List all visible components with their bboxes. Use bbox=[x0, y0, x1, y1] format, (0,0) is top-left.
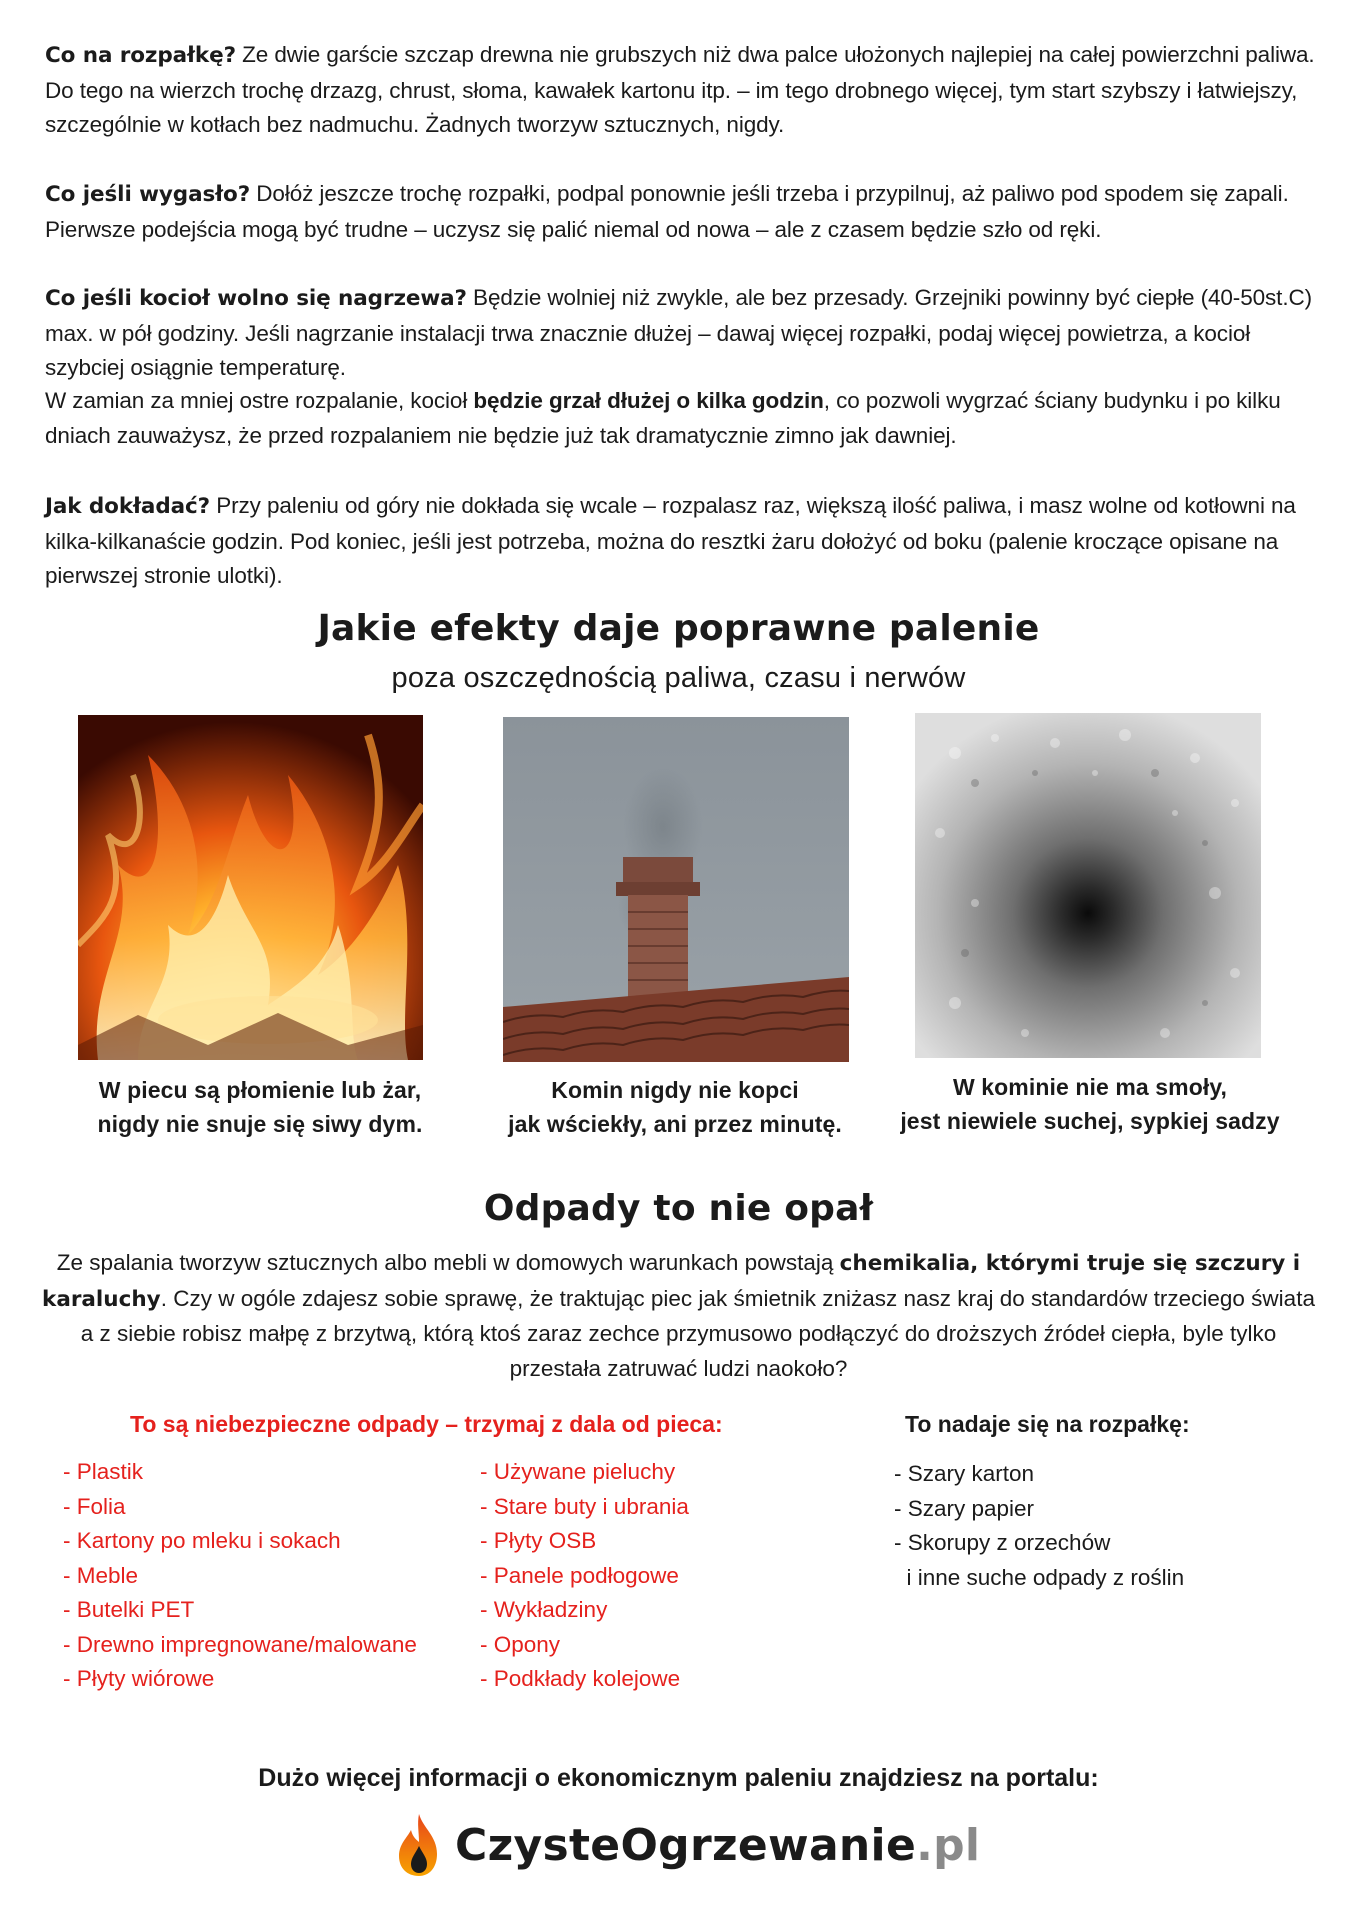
paragraph-kindling bbox=[45, 38, 1315, 143]
effects-title: Jakie efekty daje poprawne palenie bbox=[317, 608, 1040, 649]
paragraph-extinguished bbox=[45, 177, 1315, 247]
list-item: - Wykładziny bbox=[480, 1597, 608, 1622]
dangerous-waste-list-2 bbox=[480, 1455, 689, 1697]
list-item: - Meble bbox=[63, 1562, 139, 1588]
list-item: - Podkłady kolejowe bbox=[480, 1666, 681, 1691]
logo-main: CzysteOgrzewanie bbox=[455, 1819, 917, 1871]
dangerous-waste-heading: To są niebezpieczne odpady – trzymaj z dala od pieca: bbox=[130, 1411, 723, 1437]
kindling-heading: To nadaje się na rozpałkę: bbox=[905, 1411, 1190, 1437]
question-kindling: Co na rozpałkę? bbox=[45, 43, 236, 68]
intro-bold: chemikalia, którymi truje się szczury i karaluchy bbox=[42, 1251, 1301, 1312]
portal-info-text: Dużo więcej informacji o ekonomicznym paleniu znajdziesz na portalu: bbox=[258, 1764, 1099, 1792]
list-item: - Opony bbox=[480, 1631, 561, 1657]
question-slow-heating: Co jeśli kocioł wolno się nagrzewa? bbox=[45, 286, 467, 311]
waste-intro bbox=[40, 1246, 1317, 1386]
text-after: , co pozwoli wygrzać ściany budynku i po kilku dniach zauważysz, że przed rozpalaniem nie będzie już tak dramatycznie zimno jak dawniej. bbox=[45, 388, 1281, 448]
intro-before: Ze spalania tworzyw sztucznych albo mebli w domowych warunkach powstają bbox=[56, 1250, 840, 1275]
text-before: W zamian za mniej ostre rozpalanie, kocioł bbox=[45, 388, 474, 413]
logo-text bbox=[455, 1820, 980, 1871]
list-item: - Kartony po mleku i sokach bbox=[63, 1528, 341, 1553]
list-item: - Drewno impregnowane/malowane bbox=[63, 1631, 417, 1657]
list-item: - Plastik bbox=[63, 1459, 144, 1484]
list-item: - Płyty wiórowe bbox=[63, 1666, 215, 1691]
list-item: - Butelki PET bbox=[63, 1597, 195, 1622]
chimney-photo bbox=[503, 717, 849, 1062]
list-item: i inne suche odpady z roślin bbox=[894, 1564, 1185, 1590]
paragraph-longer-heating bbox=[45, 384, 1315, 453]
answer-extinguished: Dołóż jeszcze trochę rozpałki, podpal ponownie jeśli trzeba i przypilnuj, aż paliwo pod spodem się zapali. Pierwsze podejścia mogą być trudne – uczysz się palić niemal od nowa – ale z czasem będzie szło od ręki. bbox=[45, 181, 1289, 242]
paragraph-slow-heating bbox=[45, 281, 1315, 386]
answer-slow-heating: Będzie wolniej niż zwykle, ale bez przesady. Grzejniki powinny być ciepłe (40-50st.C) max. w pół godziny. Jeśli nagrzanie instalacji trwa znacznie dłużej – dawaj więcej rozpałki, podaj więcej powietrza, a kocioł szybciej osiągnie temperaturę. bbox=[45, 285, 1313, 380]
answer-kindling: Ze dwie garście szczap drewna nie grubszych niż dwa palce ułożonych najlepiej na całej powierzchni paliwa. Do tego na wierzch trochę drzazg, chrust, słoma, kawałek kartonu itp. – im tego drobnego więcej, tym start szybszy i łatwiejszy, szczególnie w kotłach bez nadmuchu. Żadnych tworzyw sztucznych, nigdy. bbox=[45, 42, 1315, 137]
text-bold: będzie grzał dłużej o kilka godzin bbox=[473, 388, 824, 413]
caption-flames: W piecu są płomienie lub żar, nigdy nie snuje się siwy dym. bbox=[97, 1077, 423, 1137]
caption-chimney: Komin nigdy nie kopci jak wściekły, ani przez minutę. bbox=[508, 1077, 842, 1137]
fire-photo bbox=[78, 715, 423, 1060]
caption-soot: W kominie nie ma smoły, jest niewiele suchej, sypkiej sadzy bbox=[900, 1074, 1280, 1134]
list-item: - Folia bbox=[63, 1493, 126, 1519]
dangerous-waste-list-1 bbox=[63, 1455, 417, 1697]
waste-title: Odpady to nie opał bbox=[483, 1188, 874, 1229]
logo-tld: .pl bbox=[916, 1819, 981, 1871]
question-adding-fuel: Jak dokładać? bbox=[45, 494, 211, 519]
list-item: - Szary papier bbox=[894, 1495, 1035, 1521]
effects-subtitle: poza oszczędnością paliwa, czasu i nerwów bbox=[391, 662, 966, 694]
list-item: - Używane pieluchy bbox=[480, 1459, 676, 1484]
list-item: - Panele podłogowe bbox=[480, 1562, 679, 1588]
chimney-flue-photo bbox=[915, 713, 1261, 1058]
paragraph-adding-fuel bbox=[45, 489, 1315, 594]
list-item: - Płyty OSB bbox=[480, 1528, 597, 1553]
portal-logo[interactable] bbox=[393, 1810, 980, 1880]
answer-adding-fuel: Przy paleniu od góry nie dokłada się wcale – rozpalasz raz, większą ilość paliwa, i masz wolne od kotłowni na kilka-kilkanaście godzin. Pod koniec, jeśli jest potrzeba, można do resztki żaru dołożyć od boku (palenie kroczące opisane na pierwszej stronie ulotki). bbox=[45, 493, 1296, 588]
intro-after: . Czy w ogóle zdajesz sobie sprawę, że traktując piec jak śmietnik zniżasz nasz kraj do standardów trzeciego świata a z siebie robisz małpę z brzytwą, którą ktoś zaraz zechce przymusowo podłączyć do droższych źródeł ciepła, byle tylko przestała zatruwać ludzi naokoło? bbox=[80, 1285, 1315, 1381]
list-item: - Szary karton bbox=[894, 1461, 1035, 1486]
question-extinguished: Co jeśli wygasło? bbox=[45, 182, 251, 207]
kindling-list bbox=[894, 1457, 1184, 1595]
flame-icon bbox=[393, 1812, 445, 1878]
list-item: - Stare buty i ubrania bbox=[480, 1493, 689, 1519]
list-item: - Skorupy z orzechów bbox=[894, 1530, 1111, 1555]
